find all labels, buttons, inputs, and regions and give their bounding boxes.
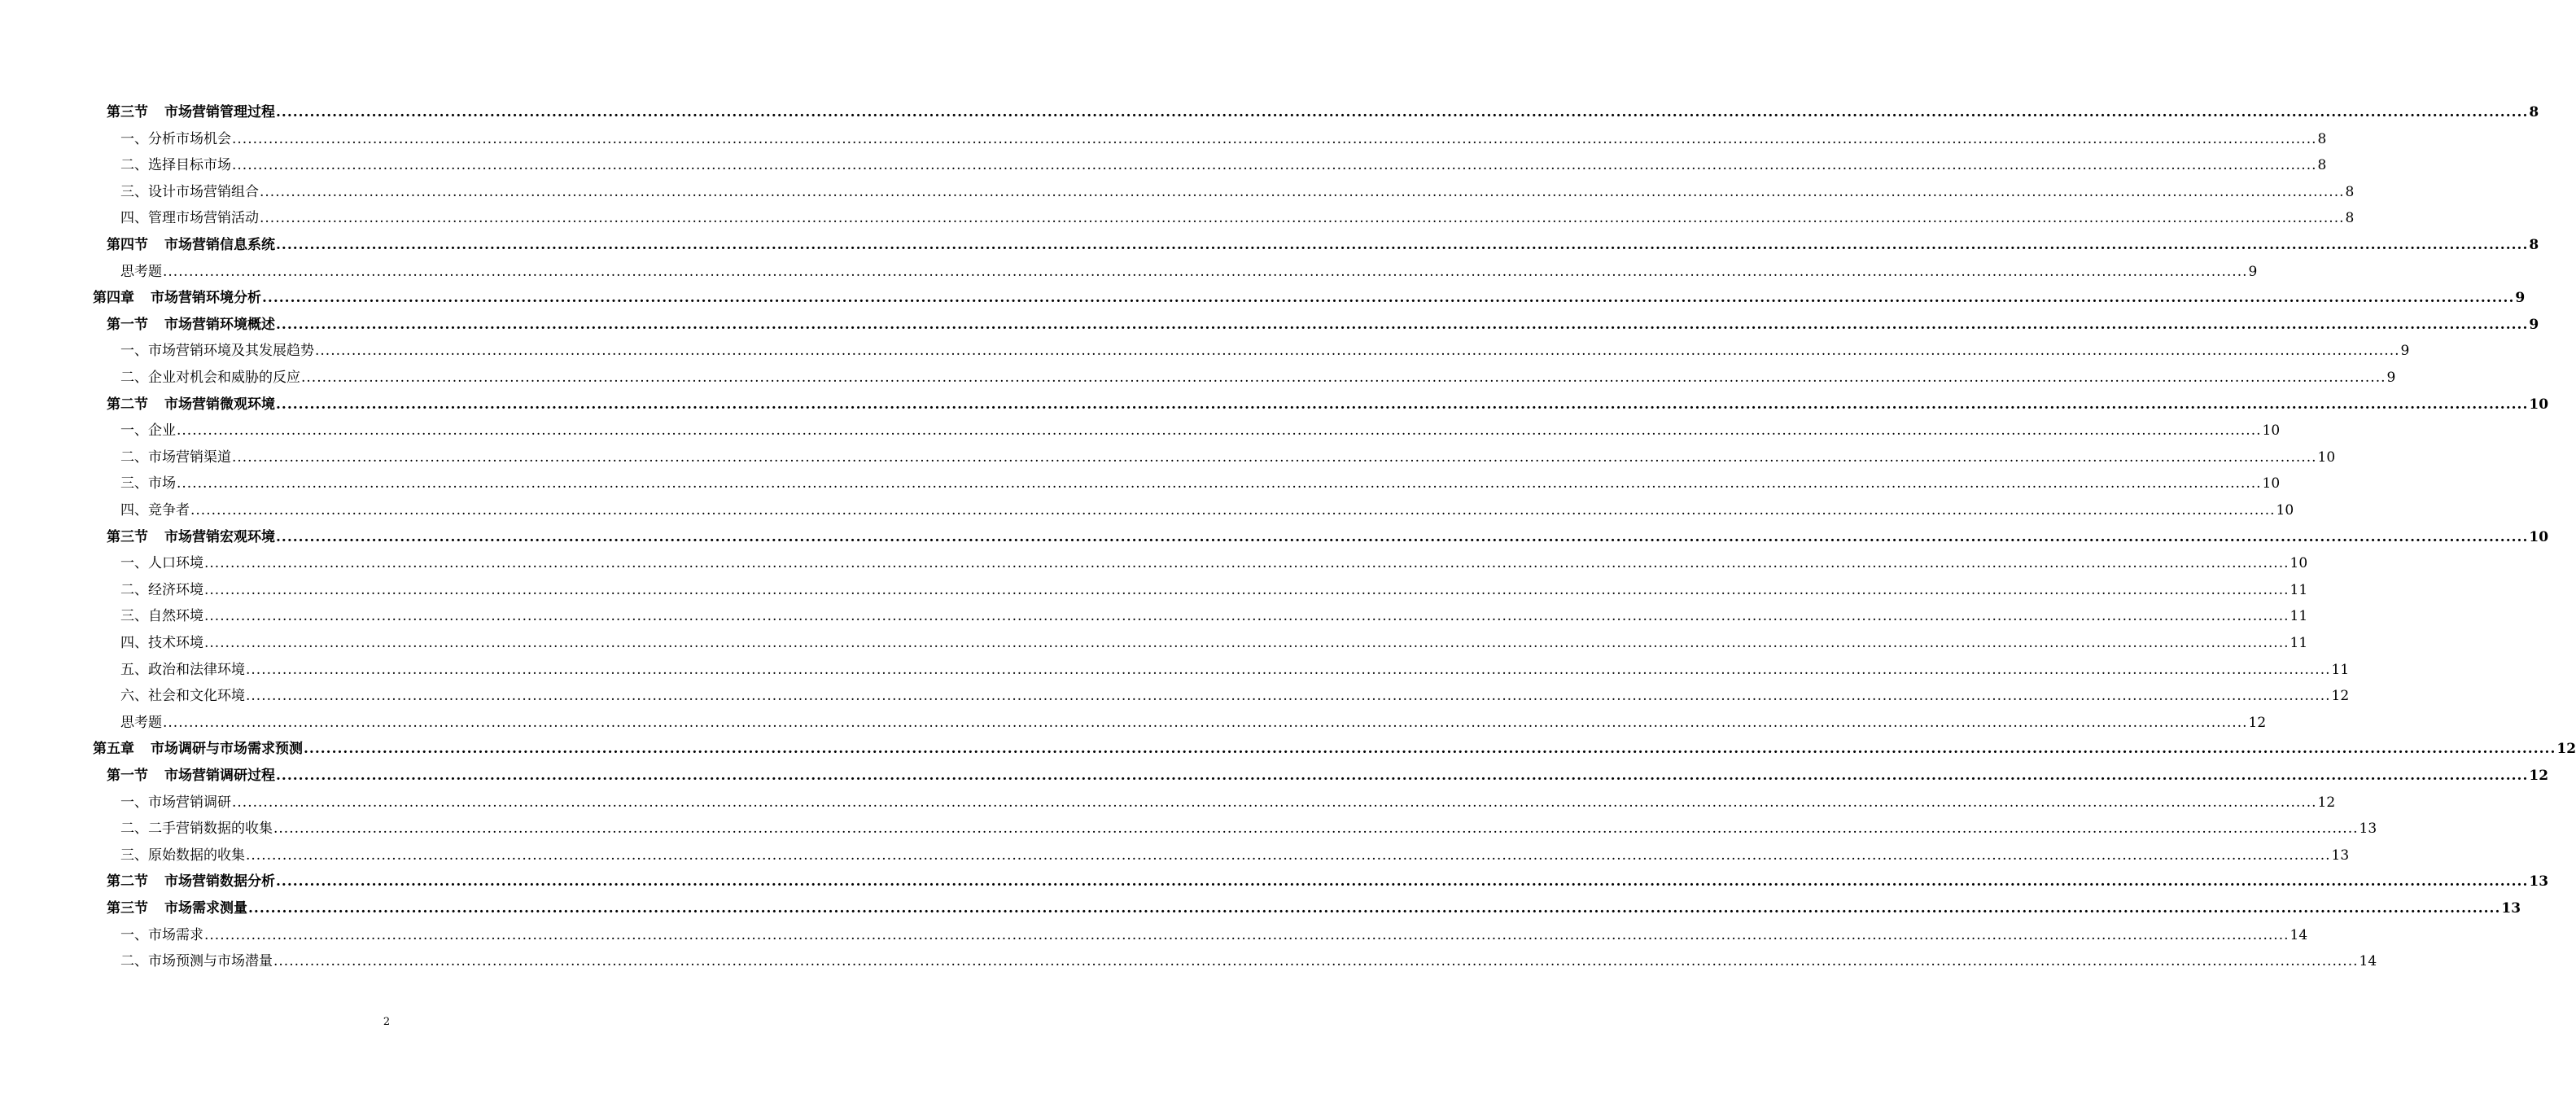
toc-entry-label: 第一节	[107, 768, 148, 784]
toc-entry[interactable]	[120, 605, 2308, 625]
toc-entry-text: 六、社会和文化环境	[120, 688, 245, 705]
toc-entry[interactable]	[120, 632, 2308, 651]
toc-entry-text: 二、市场预测与市场潜量	[120, 953, 273, 970]
toc-entry-text: 三、设计市场营销组合	[120, 183, 259, 200]
toc-entry-text: 一、市场营销调研	[120, 794, 231, 811]
toc-entry-text: 二、选择目标市场	[120, 157, 231, 174]
toc-entry[interactable]	[120, 499, 2294, 519]
toc-entry-label: 第四节	[107, 237, 148, 253]
toc-entry[interactable]	[120, 260, 2258, 280]
toc-entry-page: 8	[2317, 157, 2327, 174]
toc-leader-dots: ................................................................................................................................................................................................................................................................................................................................................................................................................	[232, 130, 2317, 147]
toc-leader-dots: ................................................................................................................................................................................................................................................................................................................................................................................................................	[301, 370, 2386, 386]
toc-entry[interactable]	[120, 579, 2308, 598]
toc-entry-text: 一、人口环境	[120, 555, 203, 572]
toc-entry-title	[107, 396, 275, 413]
toc-entry-page: 10	[2262, 422, 2281, 440]
toc-entry-title	[120, 847, 245, 864]
toc-entry-page: 10	[2290, 555, 2308, 572]
toc-leader-dots: ................................................................................................................................................................................................................................................................................................................................................................................................................	[276, 528, 2529, 545]
toc-entry[interactable]	[120, 552, 2308, 572]
toc-leader-dots: ................................................................................................................................................................................................................................................................................................................................................................................................................	[276, 768, 2529, 784]
toc-leader-dots: ................................................................................................................................................................................................................................................................................................................................................................................................................	[276, 873, 2529, 891]
toc-entry-page: 11	[2331, 661, 2350, 678]
toc-entry-title	[107, 237, 275, 253]
toc-leader-dots: ................................................................................................................................................................................................................................................................................................................................................................................................................	[163, 714, 2248, 731]
toc-entry[interactable]	[120, 844, 2350, 864]
toc-entry[interactable]	[120, 128, 2327, 147]
toc-entry-text: 二、经济环境	[120, 581, 203, 598]
toc-entry-page: 13	[2501, 900, 2521, 917]
toc-leader-dots: ................................................................................................................................................................................................................................................................................................................................................................................................................	[276, 104, 2529, 120]
toc-entry-page: 10	[2529, 396, 2549, 413]
toc-entry[interactable]	[107, 764, 2549, 784]
toc-entry-text: 市场营销宏观环境	[164, 528, 275, 545]
toc-entry-title	[107, 900, 247, 917]
toc-entry-label: 第五章	[93, 741, 134, 758]
toc-leader-dots: ................................................................................................................................................................................................................................................................................................................................................................................................................	[204, 581, 2290, 598]
toc-entry-text: 市场需求测量	[164, 900, 247, 917]
toc-entry-label: 第二节	[107, 873, 148, 891]
toc-entry-title	[120, 953, 273, 969]
toc-entry-text: 三、自然环境	[120, 608, 203, 625]
toc-leader-dots: ................................................................................................................................................................................................................................................................................................................................................................................................................	[262, 290, 2515, 307]
toc-leader-dots: ................................................................................................................................................................................................................................................................................................................................................................................................................	[315, 343, 2400, 360]
toc-entry-text: 市场营销数据分析	[164, 873, 275, 891]
toc-entry[interactable]	[107, 870, 2549, 891]
toc-leader-dots: ................................................................................................................................................................................................................................................................................................................................................................................................................	[248, 900, 2501, 917]
toc-entry-page: 8	[2345, 183, 2355, 200]
toc-entry-title	[120, 475, 176, 492]
toc-entry[interactable]	[107, 526, 2549, 545]
toc-entry[interactable]	[107, 101, 2539, 120]
toc-entry-title	[120, 820, 273, 837]
toc-entry-title	[120, 157, 231, 173]
toc-entry-title	[107, 529, 275, 545]
toc-entry-text: 思考题	[120, 263, 162, 280]
toc-entry-page: 11	[2290, 581, 2308, 598]
toc-entry-text: 一、市场营销环境及其发展趋势	[120, 343, 314, 360]
toc-entry-text: 市场营销信息系统	[164, 237, 275, 253]
toc-entry-title	[107, 873, 275, 890]
toc-entry[interactable]	[120, 685, 2350, 705]
toc-entry-page: 9	[2529, 316, 2539, 333]
toc-entry[interactable]	[120, 366, 2396, 386]
toc-entry-text: 思考题	[120, 714, 162, 731]
toc-leader-dots: ................................................................................................................................................................................................................................................................................................................................................................................................................	[273, 953, 2359, 970]
toc-entry-title	[107, 317, 275, 333]
toc-entry[interactable]	[120, 446, 2336, 466]
toc-entry-text: 一、企业	[120, 422, 176, 440]
toc-entry-page: 10	[2529, 528, 2549, 545]
toc-entry-title	[120, 662, 245, 678]
toc-entry[interactable]	[120, 207, 2355, 227]
toc-entry-text: 二、市场营销渠道	[120, 449, 231, 466]
toc-entry[interactable]	[107, 234, 2539, 253]
toc-leader-dots: ................................................................................................................................................................................................................................................................................................................................................................................................................	[204, 926, 2290, 943]
toc-entry-text: 四、竞争者	[120, 502, 190, 519]
toc-entry-page: 9	[2515, 290, 2526, 307]
toc-entry-text: 市场营销微观环境	[164, 396, 275, 413]
toc-entry-title	[120, 582, 203, 598]
toc-entry-text: 三、原始数据的收集	[120, 847, 245, 864]
toc-entry-label: 第三节	[107, 528, 148, 545]
toc-entry-page: 13	[2529, 873, 2549, 891]
toc-entry-page: 9	[2248, 263, 2258, 280]
toc-entry-title	[120, 608, 203, 624]
toc-entry[interactable]	[120, 659, 2350, 678]
toc-entry[interactable]	[120, 154, 2327, 174]
toc-entry-label: 第一节	[107, 316, 148, 333]
toc-entry-title	[107, 768, 275, 784]
toc-entry-title	[120, 715, 162, 731]
toc-entry-text: 市场营销管理过程	[164, 104, 275, 120]
toc-entry-title	[120, 555, 203, 571]
toc-leader-dots: ................................................................................................................................................................................................................................................................................................................................................................................................................	[204, 555, 2290, 572]
toc-entry-title	[120, 449, 231, 466]
toc-entry[interactable]	[120, 817, 2377, 838]
toc-leader-dots: ................................................................................................................................................................................................................................................................................................................................................................................................................	[177, 422, 2262, 440]
toc-entry-page: 13	[2359, 820, 2377, 838]
toc-entry[interactable]	[120, 472, 2281, 492]
toc-leader-dots: ................................................................................................................................................................................................................................................................................................................................................................................................................	[190, 502, 2276, 519]
toc-entry-page: 12	[2529, 768, 2549, 784]
toc-entry-title	[120, 131, 231, 147]
toc-entry-text: 五、政治和法律环境	[120, 661, 245, 678]
toc-leader-dots: ................................................................................................................................................................................................................................................................................................................................................................................................................	[232, 449, 2317, 466]
toc-leader-dots: ................................................................................................................................................................................................................................................................................................................................................................................................................	[163, 263, 2248, 280]
toc-entry[interactable]	[120, 924, 2308, 943]
toc-leader-dots: ................................................................................................................................................................................................................................................................................................................................................................................................................	[276, 316, 2529, 333]
toc-entry[interactable]	[120, 711, 2267, 731]
toc-entry-text: 四、管理市场营销活动	[120, 210, 259, 227]
toc-entry-page: 12	[2248, 714, 2267, 731]
toc-entry-page: 11	[2290, 608, 2308, 625]
toc-entry[interactable]	[120, 339, 2410, 360]
toc-entry-page: 11	[2290, 635, 2308, 651]
toc-entry[interactable]	[93, 737, 2576, 758]
toc-entry-title	[93, 290, 261, 306]
toc-entry-page: 12	[2317, 794, 2336, 811]
toc-entry[interactable]	[93, 287, 2526, 307]
toc-entry-title	[120, 927, 203, 943]
toc-leader-dots: ................................................................................................................................................................................................................................................................................................................................................................................................................	[177, 475, 2262, 492]
toc-leader-dots: ................................................................................................................................................................................................................................................................................................................................................................................................................	[304, 741, 2556, 758]
toc-entry-title	[120, 502, 190, 519]
toc-entry-page: 10	[2317, 449, 2336, 466]
toc-leader-dots: ................................................................................................................................................................................................................................................................................................................................................................................................................	[276, 396, 2529, 413]
toc-entry-title	[93, 741, 303, 757]
toc-leader-dots: ................................................................................................................................................................................................................................................................................................................................................................................................................	[204, 608, 2290, 625]
toc-entry[interactable]	[120, 419, 2281, 440]
toc-entry-page: 8	[2317, 130, 2327, 147]
toc-entry-title	[120, 794, 231, 811]
toc-entry-page: 8	[2529, 104, 2539, 120]
toc-entry-title	[120, 210, 259, 226]
toc-entry-title	[120, 688, 245, 704]
toc-entry-text: 四、技术环境	[120, 635, 203, 651]
toc-entry-title	[120, 343, 314, 359]
toc-entry-page: 12	[2556, 741, 2576, 758]
toc-entry-text: 二、二手营销数据的收集	[120, 820, 273, 838]
toc-leader-dots: ................................................................................................................................................................................................................................................................................................................................................................................................................	[246, 661, 2331, 678]
toc-entry-page: 12	[2331, 688, 2350, 705]
toc-entry-title	[120, 184, 259, 200]
toc-entry-text: 二、企业对机会和威胁的反应	[120, 370, 300, 386]
toc-entry-text: 一、分析市场机会	[120, 130, 231, 147]
toc-entry[interactable]	[120, 950, 2377, 970]
toc-entry-page: 9	[2386, 370, 2396, 386]
page-number: 2	[383, 1016, 391, 1028]
toc-leader-dots: ................................................................................................................................................................................................................................................................................................................................................................................................................	[232, 794, 2317, 811]
toc-entry[interactable]	[107, 393, 2549, 413]
toc-entry-page: 13	[2331, 847, 2350, 864]
toc-entry-text: 市场营销调研过程	[164, 768, 275, 784]
toc-entry[interactable]	[107, 897, 2521, 917]
toc-entry-text: 三、市场	[120, 475, 176, 492]
toc-entry-title	[120, 370, 300, 386]
toc-leader-dots: ................................................................................................................................................................................................................................................................................................................................................................................................................	[276, 237, 2529, 253]
toc-entry-text: 市场营销环境概述	[164, 316, 275, 333]
toc-entry-page: 14	[2359, 953, 2377, 970]
toc-leader-dots: ................................................................................................................................................................................................................................................................................................................................................................................................................	[273, 820, 2359, 838]
toc-entry-text: 市场营销环境分析	[151, 290, 261, 307]
toc-leader-dots: ................................................................................................................................................................................................................................................................................................................................................................................................................	[246, 688, 2331, 705]
toc-leader-dots: ................................................................................................................................................................................................................................................................................................................................................................................................................	[260, 210, 2345, 227]
toc-entry-page: 8	[2345, 210, 2355, 227]
toc-entry-title	[120, 635, 203, 651]
toc-entry-title	[107, 104, 275, 120]
toc-entry-label: 第三节	[107, 104, 148, 120]
toc-entry-page: 10	[2262, 475, 2281, 492]
toc-leader-dots: ................................................................................................................................................................................................................................................................................................................................................................................................................	[246, 847, 2331, 864]
toc-leader-dots: ................................................................................................................................................................................................................................................................................................................................................................................................................	[204, 635, 2290, 651]
toc-entry-text: 市场调研与市场需求预测	[151, 741, 303, 758]
toc-entry-page: 10	[2276, 502, 2294, 519]
toc-entry[interactable]	[120, 181, 2355, 200]
toc-entry-label: 第三节	[107, 900, 148, 917]
toc-entry[interactable]	[120, 791, 2336, 811]
toc-entry-title	[120, 264, 162, 280]
toc-entry-text: 一、市场需求	[120, 926, 203, 943]
toc-leader-dots: ................................................................................................................................................................................................................................................................................................................................................................................................................	[232, 157, 2317, 174]
toc-entry-page: 8	[2529, 237, 2539, 253]
toc-entry-title	[120, 422, 176, 439]
toc-entry-label: 第四章	[93, 290, 134, 307]
toc-leader-dots: ................................................................................................................................................................................................................................................................................................................................................................................................................	[260, 183, 2345, 200]
toc-entry[interactable]	[107, 313, 2539, 333]
toc-entry-label: 第二节	[107, 396, 148, 413]
toc-entry-page: 9	[2400, 343, 2410, 360]
toc-entry-page: 14	[2290, 926, 2308, 943]
